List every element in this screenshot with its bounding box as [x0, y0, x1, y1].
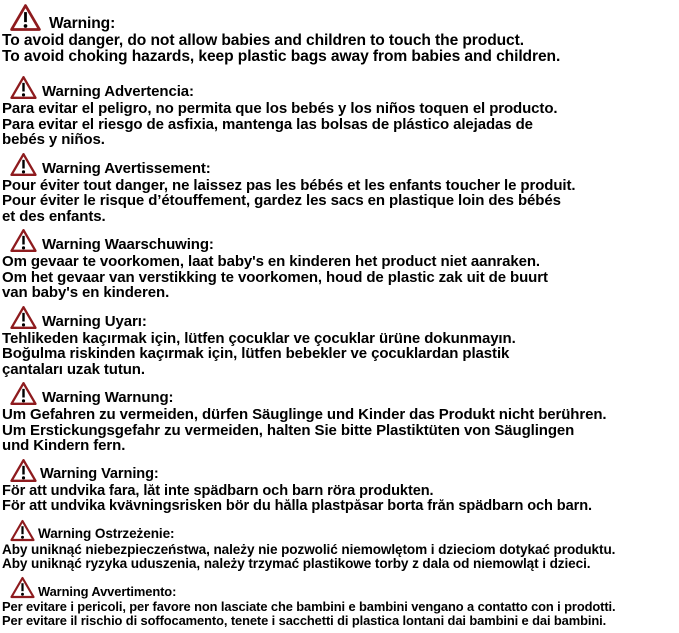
warning-text-line: To avoid danger, do not allow babies and children to touch the product. [2, 33, 524, 49]
warning-lines [0, 484, 679, 515]
warning-heading-row [9, 228, 679, 253]
warning-triangle-icon [9, 576, 36, 599]
warning-triangle-icon [9, 381, 38, 406]
warning-heading: Warning Waarschuwing: [42, 236, 214, 254]
multilingual-warning-document [0, 3, 679, 629]
warning-lines [0, 407, 679, 454]
warning-text-line: und Kindern fern. [2, 438, 126, 454]
warning-text-line: För att undvika fara, låt inte spädbarn och barn röra produkten. [2, 483, 434, 499]
warning-lines [0, 101, 679, 148]
warning-heading-row [9, 305, 679, 330]
warning-text-line: Para evitar el riesgo de asfixia, mantenga las bolsas de plástico alejadas de [2, 116, 533, 132]
warning-section-italian [0, 576, 679, 629]
warning-heading: Warning Advertencia: [42, 83, 194, 101]
warning-text-line: Aby uniknąć ryzyka uduszenia, należy trzymać plastikowe torby z dala od niemowląt i dzieci. [2, 557, 591, 572]
warning-heading: Warning Warnung: [42, 389, 174, 407]
warning-heading: Warning Uyarı: [42, 312, 147, 330]
warning-text-line: Om gevaar te voorkomen, laat baby's en kinderen het product niet aanraken. [2, 254, 540, 270]
warning-heading-row [9, 152, 679, 177]
warning-heading: Warning: [49, 14, 116, 32]
warning-lines [0, 33, 679, 65]
warning-lines [0, 543, 679, 572]
warning-text-line: Tehlikeden kaçırmak için, lütfen çocuklar ve çocuklar ürüne dokunmayın. [2, 330, 516, 346]
warning-section-swedish [0, 458, 679, 515]
warning-heading: Warning Avvertimento: [38, 584, 177, 600]
warning-heading-row [9, 3, 679, 32]
warning-text-line: et des enfants. [2, 208, 106, 224]
warning-text-line: Pour éviter le risque d’étouffement, gardez les sacs en plastique loin des bébés [2, 193, 561, 209]
warning-heading-row [9, 381, 679, 406]
warning-section-spanish [0, 75, 679, 148]
warning-lines [0, 600, 679, 629]
warning-text-line: Boğulma riskinden kaçırmak için, lütfen bebekler ve çocuklardan plastik [2, 346, 510, 362]
warning-triangle-icon [9, 519, 36, 542]
warning-text-line: To avoid choking hazards, keep plastic bags away from babies and children. [2, 49, 561, 65]
warning-text-line: van baby's en kinderen. [2, 285, 170, 301]
warning-triangle-icon [9, 75, 38, 100]
warning-heading-row [9, 458, 679, 483]
warning-triangle-icon [9, 305, 38, 330]
warning-text-line: Para evitar el peligro, no permita que los bebés y los niños toquen el producto. [2, 101, 558, 117]
warning-heading-row [9, 75, 679, 100]
warning-text-line: Pour éviter tout danger, ne laissez pas les bébés et les enfants toucher le produit. [2, 177, 576, 193]
warning-section-english [0, 3, 679, 65]
warning-section-turkish [0, 305, 679, 378]
warning-text-line: För att undvika kvävningsrisken bör du hålla plastpåsar borta från spädbarn och barn. [2, 499, 592, 514]
warning-text-line: Om het gevaar van verstikking te voorkomen, houd de plastic zak uit de buurt [2, 269, 548, 285]
warning-heading-row [9, 576, 679, 599]
warning-triangle-icon [9, 228, 38, 253]
warning-text-line: çantaları uzak tutun. [2, 361, 145, 377]
warning-text-line: Aby uniknąć niebezpieczeństwa, należy nie pozwolić niemowlętom i dzieciom dotykać produktu. [2, 542, 616, 557]
warning-lines [0, 331, 679, 378]
warning-text-line: Um Gefahren zu vermeiden, dürfen Säuglinge und Kinder das Produkt nicht berühren. [2, 407, 607, 423]
warning-section-dutch [0, 228, 679, 301]
warning-section-french [0, 152, 679, 225]
warning-lines [0, 254, 679, 301]
warning-text-line: Per evitare il rischio di soffocamento, tenete i sacchetti di plastica lontani dai bambini e dai bambini. [2, 614, 607, 629]
warning-text-line: Per evitare i pericoli, per favore non lasciate che bambini e bambini vengano a contatto con i prodotti. [2, 599, 616, 614]
warning-section-german [0, 381, 679, 454]
warning-triangle-icon [9, 152, 38, 177]
warning-section-polish [0, 519, 679, 572]
warning-heading: Warning Ostrzeżenie: [38, 526, 175, 542]
warning-text-line: Um Erstickungsgefahr zu vermeiden, halten Sie bitte Plastiktüten von Säuglingen [2, 422, 575, 438]
warning-heading: Warning Avertissement: [42, 159, 211, 177]
warning-lines [0, 178, 679, 225]
warning-triangle-icon [9, 3, 42, 32]
warning-triangle-icon [9, 458, 38, 483]
warning-heading-row [9, 519, 679, 542]
warning-heading: Warning Varning: [40, 466, 159, 483]
warning-text-line: bebés y niños. [2, 132, 105, 148]
